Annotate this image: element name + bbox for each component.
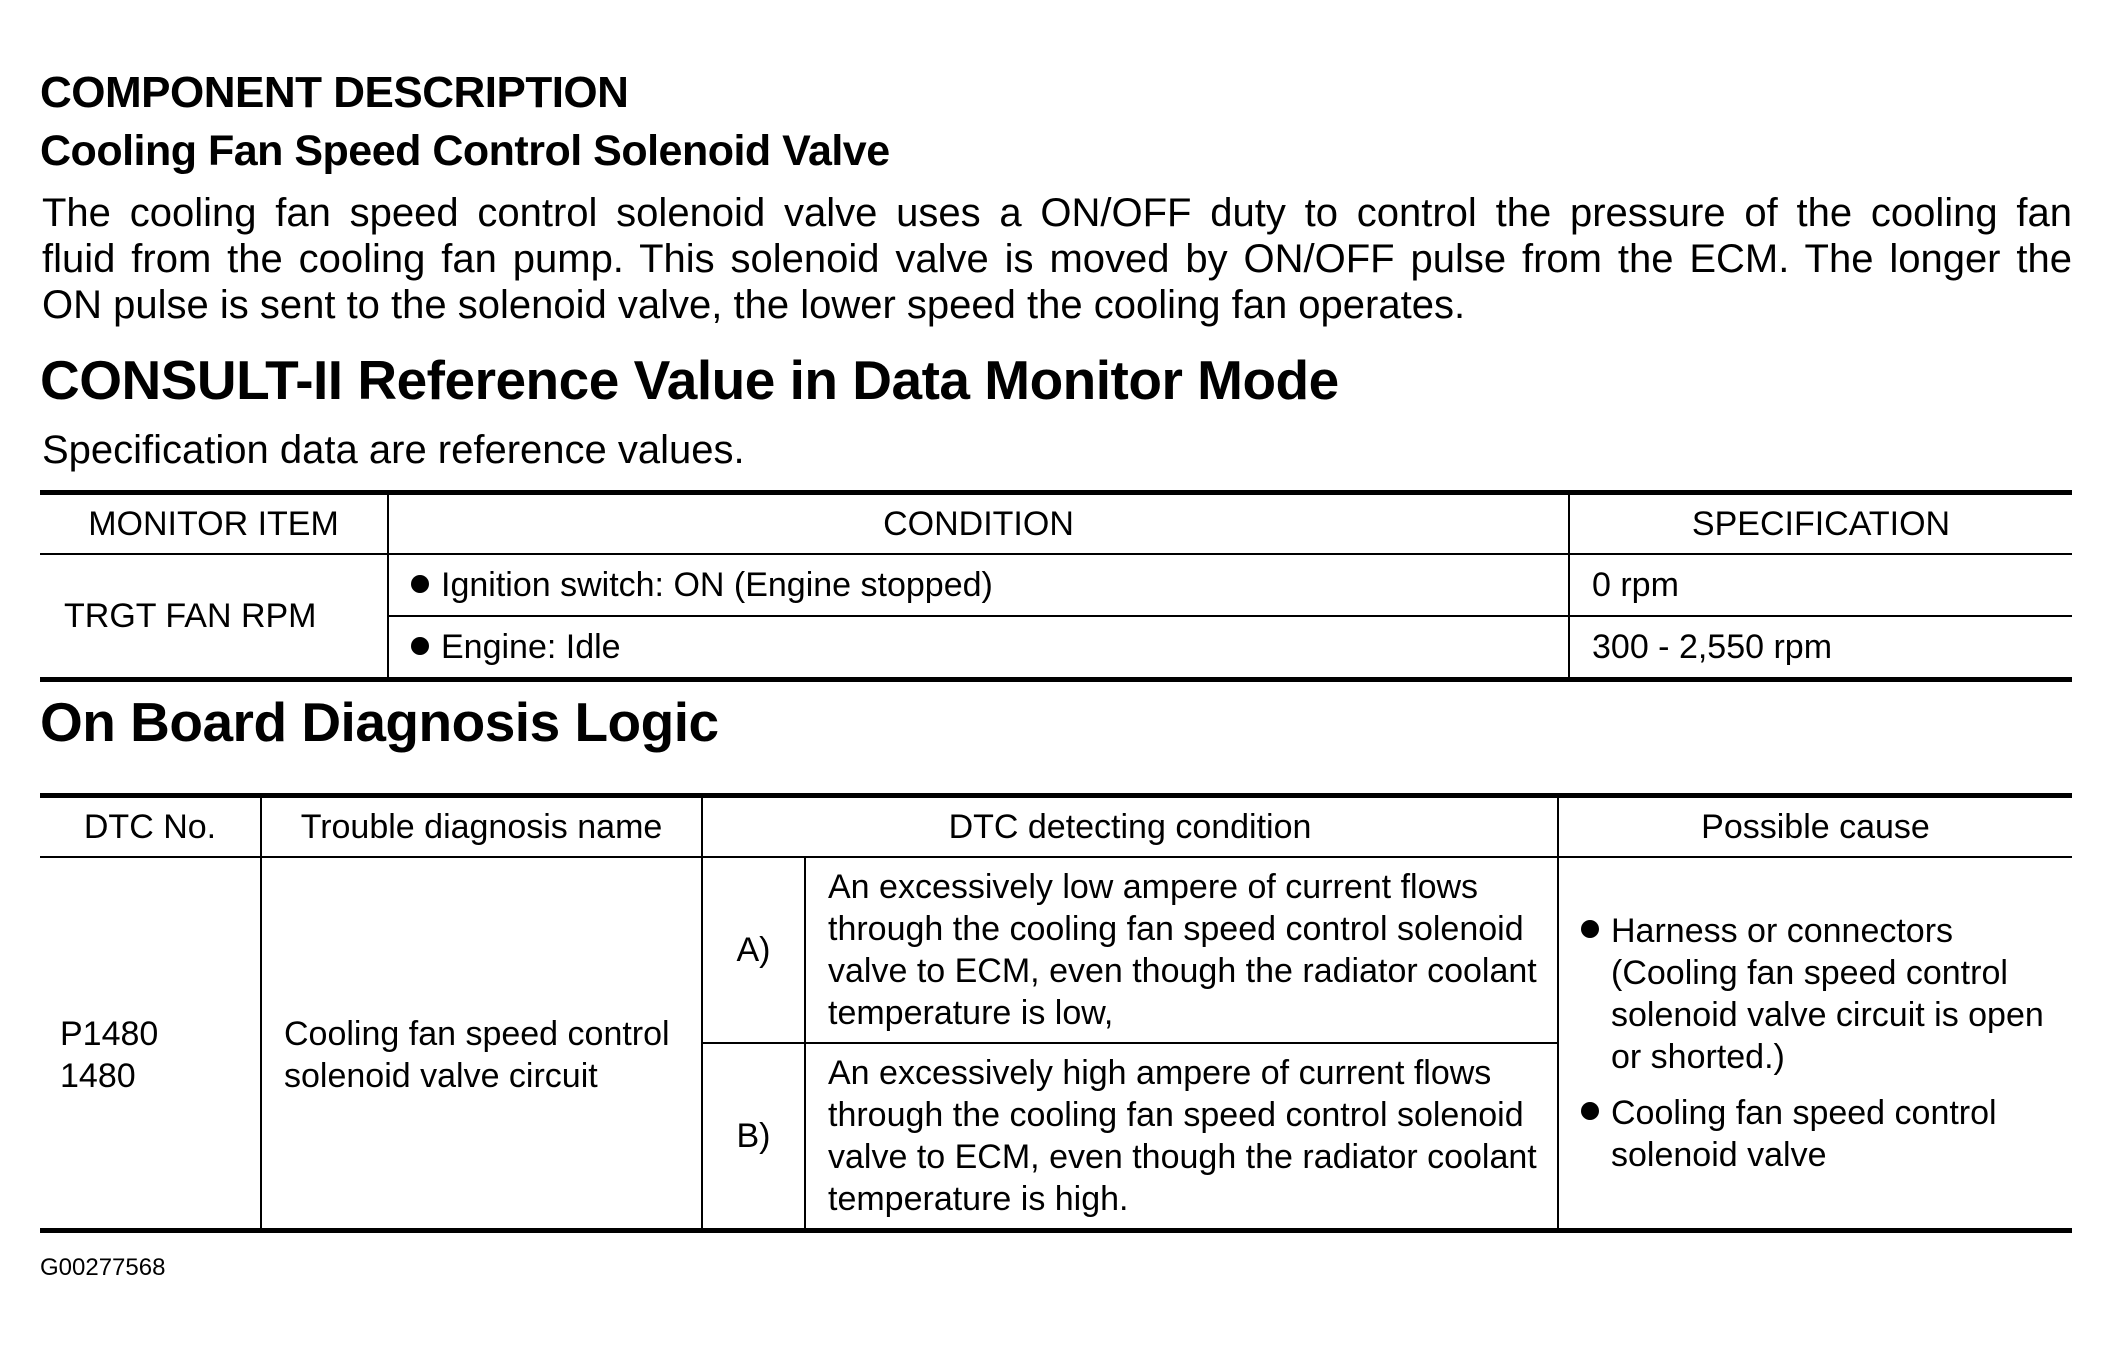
- trouble-name-line: solenoid valve circuit: [284, 1057, 598, 1095]
- header-specification: SPECIFICATION: [1569, 493, 2072, 555]
- cause-line: solenoid valve circuit is open: [1611, 996, 2044, 1034]
- monitor-table-header-row: [40, 493, 2072, 555]
- trouble-name-line: Cooling fan speed control: [284, 1015, 670, 1053]
- description-line: ON pulse is sent to the solenoid valve, the lower speed the cooling fan operates.: [42, 283, 1466, 327]
- cause-line: Harness or connectors: [1611, 912, 1954, 950]
- header-possible-cause: Possible cause: [1558, 796, 2072, 858]
- detecting-condition-cell: [805, 857, 1558, 1043]
- component-subheading: Cooling Fan Speed Control Solenoid Valve: [40, 127, 890, 175]
- dtc-table: [40, 793, 2072, 1233]
- condition-line: through the cooling fan speed control solenoid: [828, 1096, 1524, 1134]
- condition-line: temperature is high.: [828, 1180, 1129, 1218]
- condition-line: An excessively low ampere of current flows: [828, 868, 1479, 906]
- specification-cell: 0 rpm: [1569, 554, 2072, 616]
- dtc-number-cell: [40, 857, 261, 1231]
- dtc-number: P1480: [60, 1015, 159, 1053]
- condition-line: valve to ECM, even though the radiator coolant: [828, 952, 1537, 990]
- header-trouble-name: Trouble diagnosis name: [261, 796, 702, 858]
- cause-item: [1581, 910, 2060, 1078]
- component-description-heading: COMPONENT DESCRIPTION: [40, 68, 629, 117]
- table-row: [40, 857, 2072, 1043]
- description-line: fluid from the cooling fan pump. This solenoid valve is moved by ON/OFF pulse from the ECM. The longer the: [42, 237, 2072, 281]
- specification-note: Specification data are reference values.: [42, 428, 745, 472]
- consult-heading: CONSULT-II Reference Value in Data Monitor Mode: [40, 349, 1339, 411]
- header-monitor-item: MONITOR ITEM: [40, 493, 388, 555]
- header-detecting-condition: DTC detecting condition: [702, 796, 1558, 858]
- detecting-condition-cell: [805, 1043, 1558, 1231]
- condition-letter: A): [702, 857, 805, 1043]
- bullet-icon: [1581, 920, 1599, 938]
- specification-cell: 300 - 2,550 rpm: [1569, 616, 2072, 680]
- condition-line: valve to ECM, even though the radiator coolant: [828, 1138, 1537, 1176]
- cause-list: [1581, 910, 2060, 1176]
- component-description: [42, 190, 2072, 328]
- cause-line: or shorted.): [1611, 1038, 1785, 1076]
- monitor-item-cell: TRGT FAN RPM: [40, 554, 388, 680]
- header-condition: CONDITION: [388, 493, 1569, 555]
- bullet-icon: [411, 575, 429, 593]
- condition-text: Ignition switch: ON (Engine stopped): [441, 565, 993, 604]
- dtc-number: 1480: [60, 1057, 136, 1095]
- cause-line: (Cooling fan speed control: [1611, 954, 2008, 992]
- bullet-icon: [411, 637, 429, 655]
- condition-text: Engine: Idle: [441, 627, 621, 666]
- cause-line: solenoid valve: [1611, 1136, 1827, 1174]
- cause-item: [1581, 1092, 2060, 1176]
- condition-letter: B): [702, 1043, 805, 1231]
- obd-heading: On Board Diagnosis Logic: [40, 691, 719, 753]
- trouble-name-cell: [261, 857, 702, 1231]
- header-dtc-no: DTC No.: [40, 796, 261, 858]
- table-row: [40, 554, 2072, 616]
- monitor-table: [40, 490, 2072, 682]
- cause-line: Cooling fan speed control: [1611, 1094, 1997, 1132]
- figure-code: G00277568: [40, 1254, 166, 1281]
- possible-cause-cell: [1558, 857, 2072, 1231]
- dtc-table-header-row: [40, 796, 2072, 858]
- condition-cell: [388, 554, 1569, 616]
- description-line: The cooling fan speed control solenoid valve uses a ON/OFF duty to control the pressure of the cooling fan: [42, 191, 2072, 235]
- bullet-icon: [1581, 1102, 1599, 1120]
- condition-line: temperature is low,: [828, 994, 1114, 1032]
- condition-cell: [388, 616, 1569, 680]
- condition-line: through the cooling fan speed control solenoid: [828, 910, 1524, 948]
- condition-line: An excessively high ampere of current flows: [828, 1054, 1492, 1092]
